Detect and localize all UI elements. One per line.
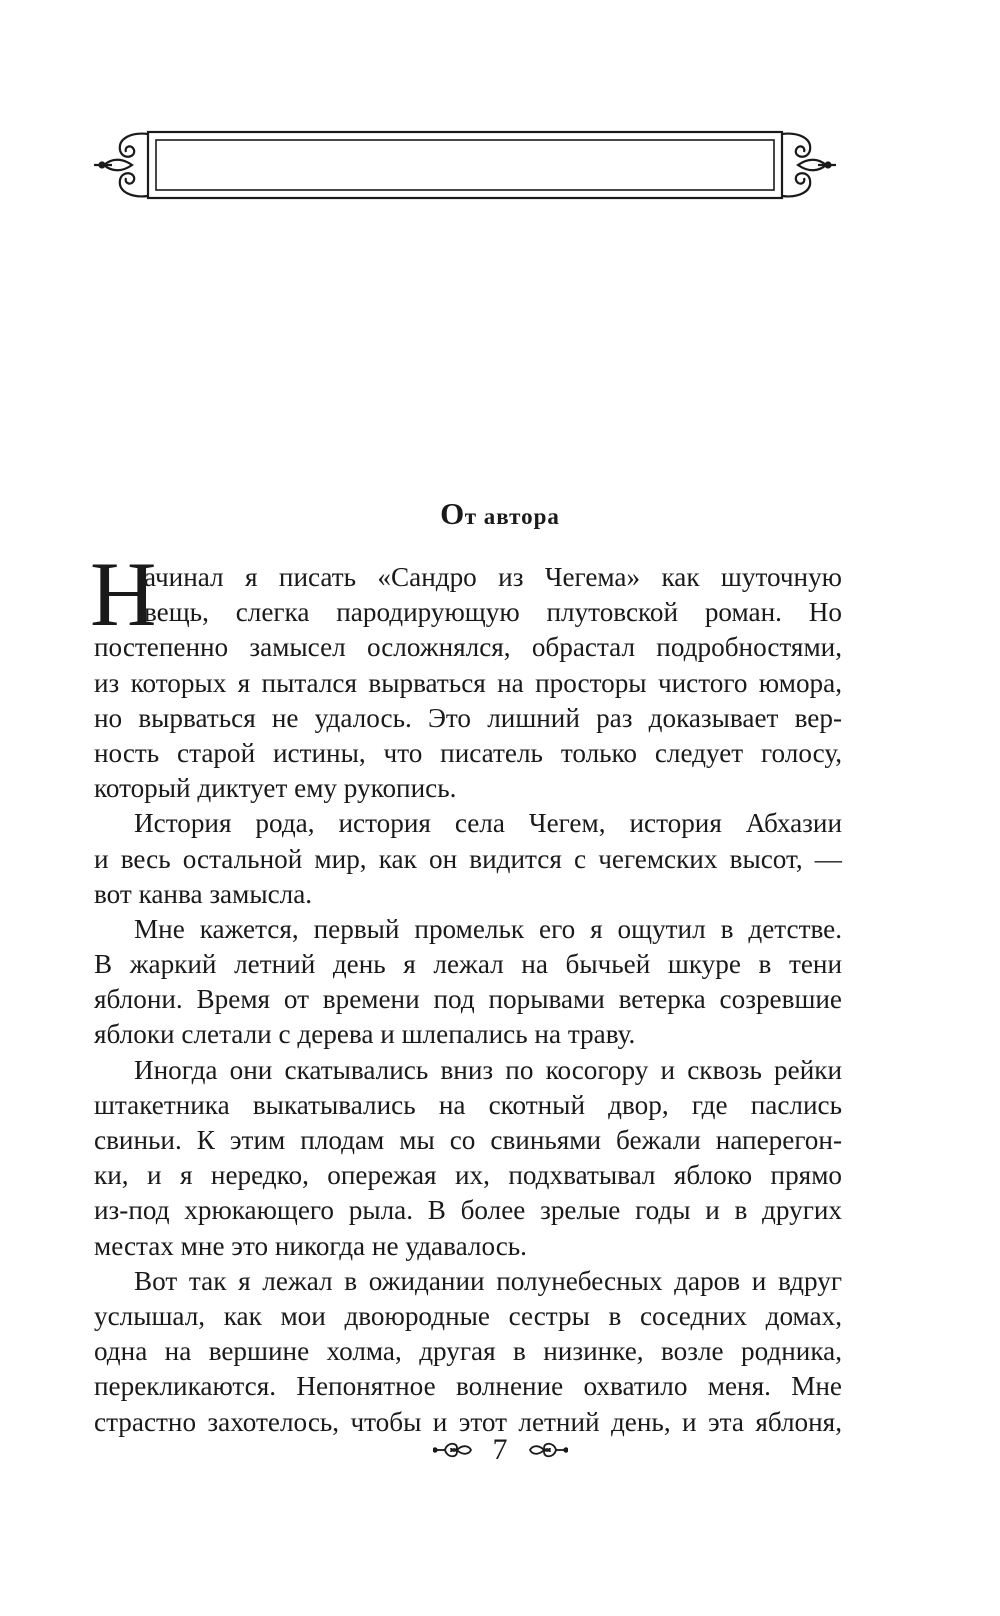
- text-line: вот канва замысла.: [94, 878, 313, 909]
- text-line: одна на вершине холма, другая в низинке, возле родника,: [94, 1336, 842, 1367]
- text-line: из-под хрюкающего рыла. В более зрелые годы и в других: [94, 1195, 842, 1226]
- text-line: яблони. Время от времени под порывами ветерка созревшие: [94, 984, 842, 1015]
- text-line: История рода, история села Чегем, история Абхазии: [134, 808, 842, 839]
- text-line: вещь, слегка пародирующую плутовской роман. Но: [144, 597, 842, 628]
- chapter-title-rest: т автора: [464, 504, 560, 529]
- text-line: местах мне это никогда не удавалось.: [94, 1230, 527, 1261]
- text-line: который диктует ему рукопись.: [94, 773, 457, 804]
- text-line: Иногда они скатывались вниз по косогору и сквозь рейки: [134, 1054, 842, 1085]
- text-line: но вырваться не удалось. Это лишний раз доказывает вер-: [94, 702, 842, 733]
- drop-cap: Н: [90, 543, 157, 645]
- page-number: 7: [492, 1433, 508, 1466]
- decorative-frame-icon: [92, 128, 838, 206]
- text-line: ачинал я писать «Сандро из Чегема» как шуточную: [144, 562, 842, 592]
- text-line: услышал, как мои двоюродные сестры в соседних домах,: [94, 1300, 842, 1331]
- text-line: и весь остальной мир, как он видится с чегемских высот, —: [94, 843, 842, 874]
- fleuron-right-icon: [528, 1438, 568, 1462]
- text-line: В жаркий летний день я лежал на бычьей шкуре в тени: [94, 949, 842, 980]
- fleuron-left-icon: [433, 1438, 473, 1462]
- text-line: постепенно замысел осложнялся, обрастал подробностями,: [94, 632, 842, 663]
- text-line: страстно захотелось, чтобы и этот летний день, и эта яблоня,: [94, 1406, 842, 1437]
- text-line: свиньи. К этим плодам мы со свиньями бежали наперегон-: [94, 1125, 842, 1155]
- text-line: Мне кажется, первый промельк его я ощутил в детстве.: [134, 913, 842, 944]
- page-footer: [0, 1428, 1000, 1472]
- text-line: яблоки слетали с дерева и шлепались на траву.: [94, 1019, 636, 1050]
- text-line: ность старой истины, что писатель только следует голосу,: [94, 737, 842, 768]
- chapter-title: [0, 496, 1000, 532]
- text-line: ки, и я нередко, опережая их, подхватывал яблоко прямо: [94, 1160, 842, 1191]
- chapter-title-initial: О: [440, 496, 465, 531]
- text-line: из которых я пытался вырваться на просторы чистого юмора,: [94, 667, 842, 698]
- text-line: штакетника выкатывались на скотный двор, где паслись: [94, 1089, 842, 1120]
- text-line: перекликаются. Непонятное волнение охватило меня. Мне: [94, 1371, 842, 1402]
- text-line: Вот так я лежал в ожидании полунебесных даров и вдруг: [134, 1265, 842, 1296]
- body-text: [94, 560, 842, 1440]
